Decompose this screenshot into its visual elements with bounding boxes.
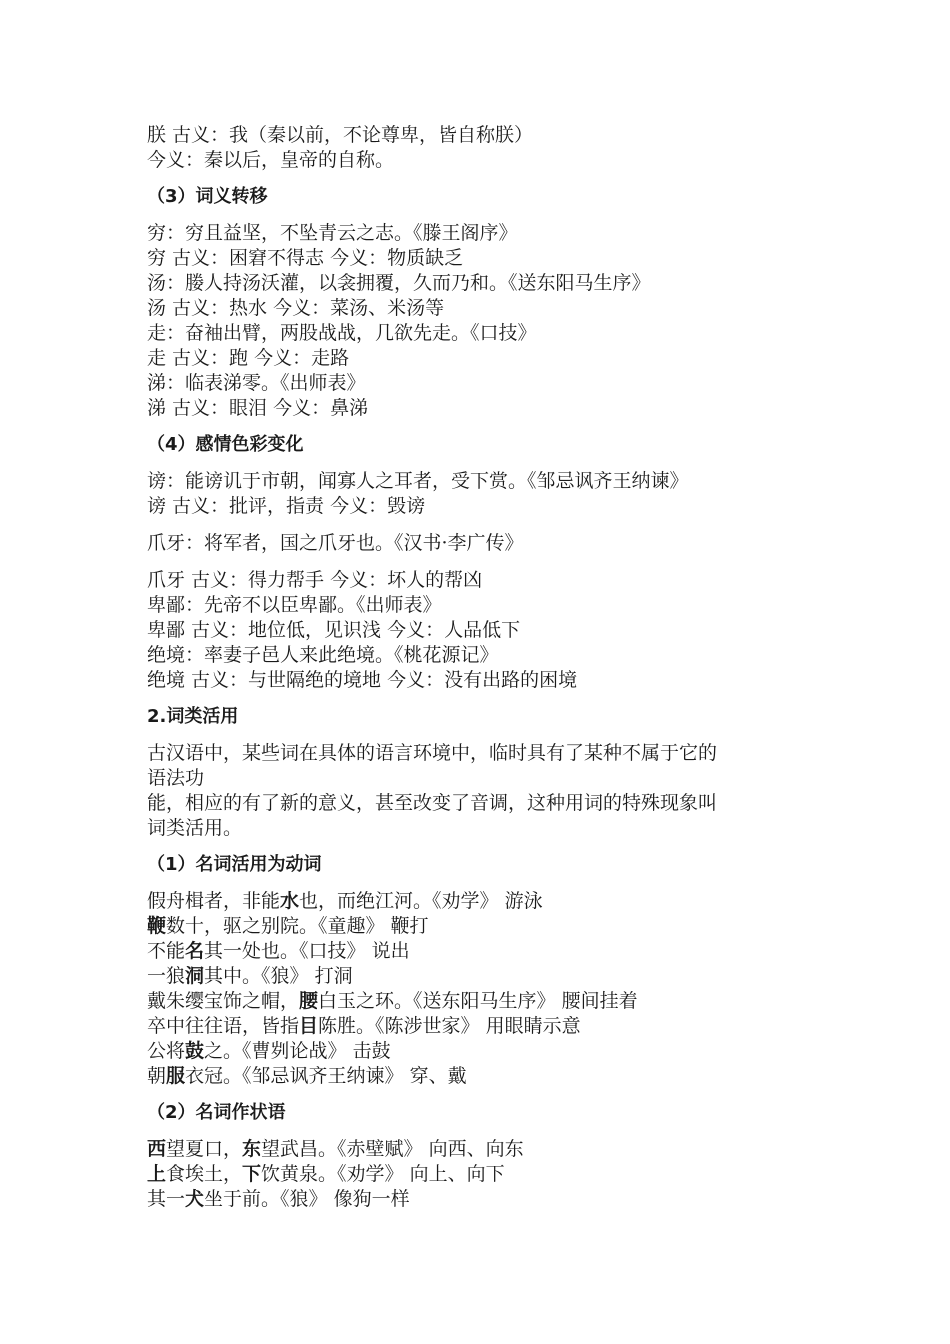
- example-post: 也，而绝江河。《劝学》 游泳: [299, 890, 543, 912]
- section-heading: （4）感情色彩变化: [147, 434, 304, 455]
- example-mid: 望夏口，: [166, 1138, 243, 1160]
- example-pre: 一狼: [147, 965, 186, 987]
- text-line: 穷：穷且益坚，不坠青云之志。《滕王阁序》: [147, 222, 518, 244]
- example-post: 数十，驱之别院。《童趣》 鞭打: [166, 915, 429, 937]
- text-line: 卑鄙：先帝不以臣卑鄙。《出师表》: [147, 594, 442, 616]
- text-line: 卑鄙 古义：地位低，见识浅 今义：人品低下: [147, 619, 521, 641]
- example-post: 白玉之环。《送东阳马生序》 腰间挂着: [318, 990, 638, 1012]
- example-line: [147, 889, 807, 914]
- example-line: [147, 989, 807, 1014]
- text-line: 绝境：率妻子邑人来此绝境。《桃花源记》: [147, 644, 499, 666]
- text-line: 谤：能谤讥于市朝，闻寡人之耳者，受下赏。《邹忌讽齐王纳谏》: [147, 470, 689, 492]
- example-post: 饮黄泉。《劝学》 向上、向下: [261, 1163, 505, 1185]
- example-keyword: 服: [166, 1065, 186, 1087]
- section-heading: （3）词义转移: [147, 186, 268, 207]
- example-keyword: 名: [185, 940, 205, 962]
- text-line: 爪牙 古义：得力帮手 今义：坏人的帮凶: [147, 569, 483, 591]
- example-post: 陈胜。《陈涉世家》 用眼睛示意: [318, 1015, 581, 1037]
- example-keyword: 鞭: [147, 915, 167, 937]
- example-keyword: 水: [280, 890, 300, 912]
- example-line: [147, 1137, 807, 1162]
- example-keyword: 西: [147, 1138, 167, 1160]
- example-line: [147, 914, 807, 939]
- text-line: 谤 古义：批评，指责 今义：毁谤: [147, 495, 426, 517]
- example-post: 其一处也。《口技》 说出: [204, 940, 410, 962]
- example-line: [147, 1162, 807, 1187]
- text-line: 汤：媵人持汤沃灌，以衾拥覆，久而乃和。《送东阳马生序》: [147, 272, 651, 294]
- example-pre: 其一: [147, 1188, 186, 1210]
- example-line: [147, 939, 807, 964]
- example-post: 之。《曹刿论战》 击鼓: [204, 1040, 391, 1062]
- intro-line: 能，相应的有了新的意义，甚至改变了音调，这种用词的特殊现象叫: [147, 792, 718, 814]
- example-pre: 卒中往往语，皆指: [147, 1015, 300, 1037]
- text-line: 涕：临表涕零。《出师表》: [147, 372, 366, 394]
- example-post: 望武昌。《赤壁赋》 向西、向东: [261, 1138, 524, 1160]
- example-pre: 公将: [147, 1040, 186, 1062]
- example-keyword: 洞: [185, 965, 205, 987]
- example-line: [147, 1014, 807, 1039]
- text-line: 穷 古义：困窘不得志 今义：物质缺乏: [147, 247, 464, 269]
- document-content: [147, 123, 807, 1212]
- text-line: 朕 古义：我（秦以前，不论尊卑，皆自称朕）: [147, 124, 534, 146]
- example-line: [147, 1039, 807, 1064]
- example-pre: 假舟楫者，非能: [147, 890, 281, 912]
- intro-line: 语法功: [147, 767, 205, 789]
- example-line: [147, 1064, 807, 1089]
- text-line: 今义：秦以后，皇帝的自称。: [147, 149, 395, 171]
- text-line: 走：奋袖出臂，两股战战，几欲先走。《口技》: [147, 322, 537, 344]
- example-pre: 不能: [147, 940, 186, 962]
- intro-line: 词类活用。: [147, 817, 243, 839]
- example-post: 衣冠。《邹忌讽齐王纳谏》 穿、戴: [185, 1065, 467, 1087]
- example-line: [147, 964, 807, 989]
- example-line: [147, 1187, 807, 1212]
- text-line: 爪牙：将军者，国之爪牙也。《汉书·李广传》: [147, 532, 524, 554]
- text-line: 绝境 古义：与世隔绝的境地 今义：没有出路的困境: [147, 669, 578, 691]
- section-heading: 2.词类活用: [147, 706, 239, 727]
- intro-line: 古汉语中，某些词在具体的语言环境中，临时具有了某种不属于它的: [147, 742, 718, 764]
- example-mid: 食埃土，: [166, 1163, 243, 1185]
- example-keyword: 鼓: [185, 1040, 205, 1062]
- example-keyword: 目: [299, 1015, 319, 1037]
- example-post: 坐于前。《狼》 像狗一样: [204, 1188, 410, 1210]
- section-heading: （2）名词作状语: [147, 1102, 286, 1123]
- example-keyword: 下: [242, 1163, 262, 1185]
- text-line: 涕 古义：眼泪 今义：鼻涕: [147, 397, 369, 419]
- example-keyword: 犬: [185, 1188, 205, 1210]
- example-keyword: 腰: [299, 990, 319, 1012]
- example-pre: 戴朱缨宝饰之帽，: [147, 990, 300, 1012]
- example-keyword: 上: [147, 1163, 167, 1185]
- text-line: 走 古义：跑 今义：走路: [147, 347, 350, 369]
- example-keyword: 东: [242, 1138, 262, 1160]
- text-line: 汤 古义：热水 今义：菜汤、米汤等: [147, 297, 445, 319]
- example-pre: 朝: [147, 1065, 167, 1087]
- section-heading: （1）名词活用为动词: [147, 854, 322, 875]
- example-post: 其中。《狼》 打洞: [204, 965, 353, 987]
